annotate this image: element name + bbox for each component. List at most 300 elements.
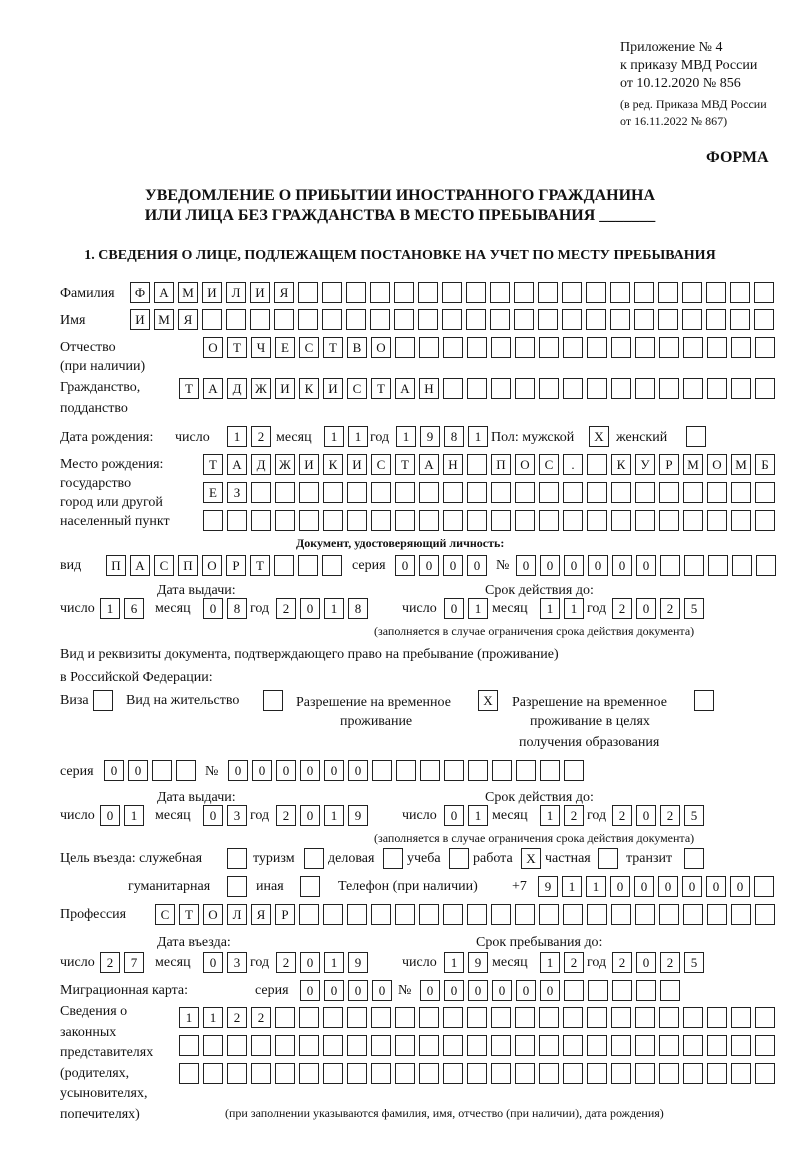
char-cell[interactable]: 0 <box>612 555 632 576</box>
char-cell[interactable]: 0 <box>203 805 223 826</box>
char-cell[interactable] <box>635 482 655 503</box>
char-cell[interactable]: 9 <box>348 805 368 826</box>
char-cell[interactable]: 0 <box>203 598 223 619</box>
char-cell[interactable]: Т <box>371 378 391 399</box>
char-cell[interactable] <box>491 378 511 399</box>
char-cell[interactable]: 0 <box>540 555 560 576</box>
char-cell[interactable]: 5 <box>684 805 704 826</box>
char-cell[interactable] <box>491 904 511 925</box>
char-cell[interactable]: 2 <box>660 952 680 973</box>
char-cell[interactable] <box>683 482 703 503</box>
char-cell[interactable] <box>514 282 534 303</box>
char-cell[interactable]: 6 <box>124 598 144 619</box>
char-cell[interactable]: 0 <box>348 980 368 1001</box>
char-cell[interactable]: 0 <box>658 876 678 897</box>
char-cell[interactable]: Ж <box>251 378 271 399</box>
char-cell[interactable] <box>635 1035 655 1056</box>
char-cell[interactable]: 1 <box>324 598 344 619</box>
char-cell[interactable] <box>443 1007 463 1028</box>
char-cell[interactable]: 1 <box>540 598 560 619</box>
char-cell[interactable] <box>395 482 415 503</box>
char-cell[interactable] <box>586 309 606 330</box>
char-cell[interactable] <box>707 337 727 358</box>
char-cell[interactable] <box>467 1063 487 1084</box>
char-cell[interactable] <box>587 1007 607 1028</box>
char-cell[interactable]: 2 <box>612 952 632 973</box>
char-cell[interactable] <box>563 378 583 399</box>
char-cell[interactable]: 0 <box>636 598 656 619</box>
char-cell[interactable] <box>491 1007 511 1028</box>
char-cell[interactable] <box>635 337 655 358</box>
char-cell[interactable] <box>683 1007 703 1028</box>
char-cell[interactable]: С <box>347 378 367 399</box>
char-cell[interactable] <box>179 1035 199 1056</box>
char-cell[interactable]: С <box>539 454 559 475</box>
char-cell[interactable]: 2 <box>276 952 296 973</box>
char-cell[interactable]: А <box>203 378 223 399</box>
char-cell[interactable] <box>371 1063 391 1084</box>
char-cell[interactable] <box>586 282 606 303</box>
char-cell[interactable] <box>658 309 678 330</box>
char-cell[interactable]: 1 <box>564 598 584 619</box>
char-cell[interactable] <box>347 1035 367 1056</box>
char-cell[interactable] <box>396 760 416 781</box>
char-cell[interactable] <box>515 1007 535 1028</box>
char-cell[interactable] <box>176 760 196 781</box>
char-cell[interactable]: О <box>203 904 223 925</box>
char-cell[interactable] <box>563 337 583 358</box>
char-cell[interactable] <box>347 1063 367 1084</box>
char-cell[interactable]: А <box>154 282 174 303</box>
char-cell[interactable] <box>491 337 511 358</box>
char-cell[interactable] <box>395 904 415 925</box>
char-cell[interactable] <box>539 510 559 531</box>
char-cell[interactable]: 2 <box>612 805 632 826</box>
char-cell[interactable] <box>443 510 463 531</box>
char-cell[interactable] <box>707 1007 727 1028</box>
char-cell[interactable] <box>346 309 366 330</box>
char-cell[interactable] <box>491 482 511 503</box>
char-cell[interactable]: 0 <box>682 876 702 897</box>
char-cell[interactable] <box>322 555 342 576</box>
char-cell[interactable] <box>203 1035 223 1056</box>
char-cell[interactable] <box>684 555 704 576</box>
char-cell[interactable]: 9 <box>420 426 440 447</box>
char-cell[interactable] <box>539 904 559 925</box>
char-cell[interactable] <box>419 337 439 358</box>
char-cell[interactable]: М <box>154 309 174 330</box>
char-cell[interactable]: М <box>731 454 751 475</box>
char-cell[interactable] <box>516 760 536 781</box>
char-cell[interactable]: Т <box>323 337 343 358</box>
char-cell[interactable]: 0 <box>540 980 560 1001</box>
char-cell[interactable]: 8 <box>348 598 368 619</box>
char-cell[interactable]: О <box>515 454 535 475</box>
char-cell[interactable]: К <box>323 454 343 475</box>
char-cell[interactable]: Т <box>395 454 415 475</box>
char-cell[interactable] <box>227 510 247 531</box>
char-cell[interactable] <box>395 1035 415 1056</box>
char-cell[interactable]: 5 <box>684 952 704 973</box>
char-cell[interactable]: 1 <box>562 876 582 897</box>
char-cell[interactable] <box>587 337 607 358</box>
char-cell[interactable] <box>587 482 607 503</box>
char-cell[interactable]: 9 <box>468 952 488 973</box>
char-cell[interactable] <box>611 1007 631 1028</box>
char-cell[interactable]: П <box>178 555 198 576</box>
char-cell[interactable]: 1 <box>324 426 344 447</box>
char-cell[interactable]: Л <box>226 282 246 303</box>
char-cell[interactable] <box>683 337 703 358</box>
char-cell[interactable]: 0 <box>468 980 488 1001</box>
char-cell[interactable] <box>419 510 439 531</box>
char-cell[interactable] <box>515 482 535 503</box>
char-cell[interactable] <box>658 282 678 303</box>
char-cell[interactable] <box>707 510 727 531</box>
char-cell[interactable] <box>323 1063 343 1084</box>
char-cell[interactable]: 0 <box>300 598 320 619</box>
char-cell[interactable] <box>250 309 270 330</box>
char-cell[interactable] <box>263 690 283 711</box>
char-cell[interactable] <box>635 378 655 399</box>
char-cell[interactable] <box>202 309 222 330</box>
char-cell[interactable] <box>323 1007 343 1028</box>
char-cell[interactable]: 1 <box>444 952 464 973</box>
char-cell[interactable] <box>731 1007 751 1028</box>
char-cell[interactable]: К <box>299 378 319 399</box>
char-cell[interactable] <box>611 1063 631 1084</box>
char-cell[interactable] <box>731 1063 751 1084</box>
char-cell[interactable]: И <box>250 282 270 303</box>
char-cell[interactable]: Д <box>251 454 271 475</box>
char-cell[interactable]: 1 <box>586 876 606 897</box>
char-cell[interactable] <box>322 282 342 303</box>
char-cell[interactable] <box>563 482 583 503</box>
char-cell[interactable]: 0 <box>324 760 344 781</box>
char-cell[interactable]: Е <box>275 337 295 358</box>
char-cell[interactable]: 0 <box>444 980 464 1001</box>
char-cell[interactable] <box>383 848 403 869</box>
char-cell[interactable] <box>707 904 727 925</box>
char-cell[interactable]: 2 <box>251 1007 271 1028</box>
char-cell[interactable] <box>686 426 706 447</box>
char-cell[interactable]: П <box>491 454 511 475</box>
char-cell[interactable] <box>299 510 319 531</box>
char-cell[interactable] <box>564 760 584 781</box>
char-cell[interactable]: 1 <box>468 598 488 619</box>
char-cell[interactable]: 0 <box>348 760 368 781</box>
char-cell[interactable]: 0 <box>634 876 654 897</box>
char-cell[interactable]: 1 <box>324 805 344 826</box>
char-cell[interactable] <box>731 378 751 399</box>
char-cell[interactable] <box>298 309 318 330</box>
char-cell[interactable]: Р <box>659 454 679 475</box>
char-cell[interactable]: 0 <box>610 876 630 897</box>
char-cell[interactable] <box>563 1035 583 1056</box>
char-cell[interactable] <box>395 510 415 531</box>
char-cell[interactable] <box>755 482 775 503</box>
char-cell[interactable] <box>538 282 558 303</box>
char-cell[interactable] <box>635 1063 655 1084</box>
char-cell[interactable] <box>683 378 703 399</box>
char-cell[interactable] <box>251 482 271 503</box>
char-cell[interactable] <box>707 1035 727 1056</box>
char-cell[interactable] <box>299 1007 319 1028</box>
char-cell[interactable]: И <box>275 378 295 399</box>
char-cell[interactable]: 7 <box>124 952 144 973</box>
char-cell[interactable] <box>538 309 558 330</box>
char-cell[interactable] <box>659 482 679 503</box>
char-cell[interactable]: X <box>521 848 541 869</box>
char-cell[interactable]: С <box>299 337 319 358</box>
char-cell[interactable] <box>683 904 703 925</box>
char-cell[interactable]: 0 <box>228 760 248 781</box>
char-cell[interactable]: 0 <box>443 555 463 576</box>
char-cell[interactable] <box>611 1035 631 1056</box>
char-cell[interactable]: И <box>347 454 367 475</box>
char-cell[interactable]: 1 <box>348 426 368 447</box>
char-cell[interactable] <box>708 555 728 576</box>
char-cell[interactable] <box>754 282 774 303</box>
char-cell[interactable] <box>539 378 559 399</box>
char-cell[interactable]: 0 <box>276 760 296 781</box>
char-cell[interactable] <box>587 1035 607 1056</box>
char-cell[interactable] <box>300 876 320 897</box>
char-cell[interactable]: 0 <box>300 805 320 826</box>
char-cell[interactable] <box>371 482 391 503</box>
char-cell[interactable]: 1 <box>468 426 488 447</box>
char-cell[interactable]: 0 <box>706 876 726 897</box>
char-cell[interactable] <box>707 378 727 399</box>
char-cell[interactable]: Я <box>178 309 198 330</box>
char-cell[interactable] <box>467 454 487 475</box>
char-cell[interactable] <box>467 1035 487 1056</box>
char-cell[interactable] <box>467 510 487 531</box>
char-cell[interactable] <box>755 1035 775 1056</box>
char-cell[interactable] <box>298 555 318 576</box>
char-cell[interactable] <box>443 337 463 358</box>
char-cell[interactable]: К <box>611 454 631 475</box>
char-cell[interactable]: И <box>323 378 343 399</box>
char-cell[interactable] <box>371 510 391 531</box>
char-cell[interactable] <box>419 1007 439 1028</box>
char-cell[interactable] <box>611 510 631 531</box>
char-cell[interactable] <box>467 1007 487 1028</box>
char-cell[interactable]: И <box>202 282 222 303</box>
char-cell[interactable]: 0 <box>516 555 536 576</box>
char-cell[interactable] <box>706 282 726 303</box>
char-cell[interactable]: 1 <box>396 426 416 447</box>
char-cell[interactable] <box>275 510 295 531</box>
char-cell[interactable]: Т <box>227 337 247 358</box>
char-cell[interactable] <box>227 1035 247 1056</box>
char-cell[interactable] <box>755 337 775 358</box>
char-cell[interactable] <box>346 282 366 303</box>
char-cell[interactable]: 3 <box>227 805 247 826</box>
char-cell[interactable] <box>539 1035 559 1056</box>
char-cell[interactable]: А <box>227 454 247 475</box>
char-cell[interactable] <box>732 555 752 576</box>
char-cell[interactable]: 2 <box>660 805 680 826</box>
char-cell[interactable]: 0 <box>128 760 148 781</box>
char-cell[interactable] <box>755 904 775 925</box>
char-cell[interactable] <box>659 510 679 531</box>
char-cell[interactable]: Д <box>227 378 247 399</box>
char-cell[interactable] <box>347 482 367 503</box>
char-cell[interactable] <box>635 904 655 925</box>
char-cell[interactable] <box>467 904 487 925</box>
char-cell[interactable] <box>371 1035 391 1056</box>
char-cell[interactable]: . <box>563 454 583 475</box>
char-cell[interactable] <box>203 1063 223 1084</box>
char-cell[interactable]: Т <box>179 904 199 925</box>
char-cell[interactable] <box>299 1035 319 1056</box>
char-cell[interactable]: У <box>635 454 655 475</box>
char-cell[interactable] <box>659 1007 679 1028</box>
char-cell[interactable] <box>611 482 631 503</box>
char-cell[interactable] <box>419 482 439 503</box>
char-cell[interactable]: 0 <box>444 598 464 619</box>
char-cell[interactable] <box>635 510 655 531</box>
char-cell[interactable] <box>442 282 462 303</box>
char-cell[interactable]: 0 <box>444 805 464 826</box>
char-cell[interactable] <box>515 1063 535 1084</box>
char-cell[interactable] <box>755 1063 775 1084</box>
char-cell[interactable] <box>420 760 440 781</box>
char-cell[interactable] <box>684 848 704 869</box>
char-cell[interactable]: 0 <box>104 760 124 781</box>
char-cell[interactable] <box>394 282 414 303</box>
char-cell[interactable] <box>466 309 486 330</box>
char-cell[interactable] <box>731 510 751 531</box>
char-cell[interactable] <box>274 555 294 576</box>
char-cell[interactable]: Я <box>251 904 271 925</box>
char-cell[interactable] <box>395 1007 415 1028</box>
char-cell[interactable] <box>323 482 343 503</box>
char-cell[interactable]: З <box>227 482 247 503</box>
char-cell[interactable] <box>93 690 113 711</box>
char-cell[interactable] <box>564 980 584 1001</box>
char-cell[interactable]: 0 <box>636 805 656 826</box>
char-cell[interactable]: 2 <box>251 426 271 447</box>
char-cell[interactable]: Т <box>250 555 270 576</box>
char-cell[interactable]: С <box>371 454 391 475</box>
char-cell[interactable]: М <box>683 454 703 475</box>
char-cell[interactable]: 0 <box>516 980 536 1001</box>
char-cell[interactable] <box>467 337 487 358</box>
char-cell[interactable] <box>227 1063 247 1084</box>
char-cell[interactable] <box>275 1007 295 1028</box>
char-cell[interactable] <box>515 378 535 399</box>
char-cell[interactable]: Н <box>419 378 439 399</box>
char-cell[interactable] <box>587 378 607 399</box>
char-cell[interactable] <box>449 848 469 869</box>
char-cell[interactable] <box>683 1035 703 1056</box>
char-cell[interactable]: 0 <box>730 876 750 897</box>
char-cell[interactable] <box>659 1035 679 1056</box>
char-cell[interactable]: 5 <box>684 598 704 619</box>
char-cell[interactable] <box>730 309 750 330</box>
char-cell[interactable] <box>490 309 510 330</box>
char-cell[interactable]: 1 <box>540 805 560 826</box>
char-cell[interactable] <box>588 980 608 1001</box>
char-cell[interactable]: Ж <box>275 454 295 475</box>
char-cell[interactable] <box>659 337 679 358</box>
char-cell[interactable]: 0 <box>492 980 512 1001</box>
char-cell[interactable]: 0 <box>372 980 392 1001</box>
char-cell[interactable] <box>419 1063 439 1084</box>
char-cell[interactable]: Р <box>275 904 295 925</box>
char-cell[interactable] <box>756 555 776 576</box>
char-cell[interactable] <box>323 510 343 531</box>
char-cell[interactable] <box>515 1035 535 1056</box>
char-cell[interactable] <box>419 1035 439 1056</box>
char-cell[interactable]: 0 <box>300 980 320 1001</box>
char-cell[interactable]: 0 <box>300 760 320 781</box>
char-cell[interactable] <box>227 876 247 897</box>
char-cell[interactable]: Ф <box>130 282 150 303</box>
char-cell[interactable]: X <box>478 690 498 711</box>
char-cell[interactable] <box>275 1035 295 1056</box>
char-cell[interactable]: О <box>203 337 223 358</box>
char-cell[interactable]: 0 <box>324 980 344 1001</box>
char-cell[interactable]: Р <box>226 555 246 576</box>
char-cell[interactable] <box>562 309 582 330</box>
char-cell[interactable]: А <box>395 378 415 399</box>
char-cell[interactable] <box>251 510 271 531</box>
char-cell[interactable] <box>466 282 486 303</box>
char-cell[interactable]: М <box>178 282 198 303</box>
char-cell[interactable] <box>419 904 439 925</box>
char-cell[interactable]: И <box>130 309 150 330</box>
char-cell[interactable] <box>491 1035 511 1056</box>
char-cell[interactable] <box>226 309 246 330</box>
char-cell[interactable] <box>539 337 559 358</box>
char-cell[interactable]: 0 <box>636 952 656 973</box>
char-cell[interactable] <box>227 848 247 869</box>
char-cell[interactable]: 2 <box>612 598 632 619</box>
char-cell[interactable] <box>610 282 630 303</box>
char-cell[interactable]: С <box>155 904 175 925</box>
char-cell[interactable]: 2 <box>564 952 584 973</box>
char-cell[interactable] <box>634 309 654 330</box>
char-cell[interactable] <box>275 1063 295 1084</box>
char-cell[interactable]: Т <box>179 378 199 399</box>
char-cell[interactable] <box>370 282 390 303</box>
char-cell[interactable]: 2 <box>276 805 296 826</box>
char-cell[interactable] <box>444 760 464 781</box>
char-cell[interactable] <box>755 1007 775 1028</box>
char-cell[interactable] <box>731 1035 751 1056</box>
char-cell[interactable] <box>490 282 510 303</box>
char-cell[interactable]: 0 <box>395 555 415 576</box>
char-cell[interactable] <box>323 904 343 925</box>
char-cell[interactable] <box>660 555 680 576</box>
char-cell[interactable]: П <box>106 555 126 576</box>
char-cell[interactable] <box>731 904 751 925</box>
char-cell[interactable] <box>467 482 487 503</box>
char-cell[interactable]: А <box>419 454 439 475</box>
char-cell[interactable]: 0 <box>419 555 439 576</box>
char-cell[interactable] <box>694 690 714 711</box>
char-cell[interactable] <box>659 904 679 925</box>
char-cell[interactable] <box>683 1063 703 1084</box>
char-cell[interactable]: Ч <box>251 337 271 358</box>
char-cell[interactable]: 9 <box>538 876 558 897</box>
char-cell[interactable]: 1 <box>179 1007 199 1028</box>
char-cell[interactable] <box>611 904 631 925</box>
char-cell[interactable] <box>395 337 415 358</box>
